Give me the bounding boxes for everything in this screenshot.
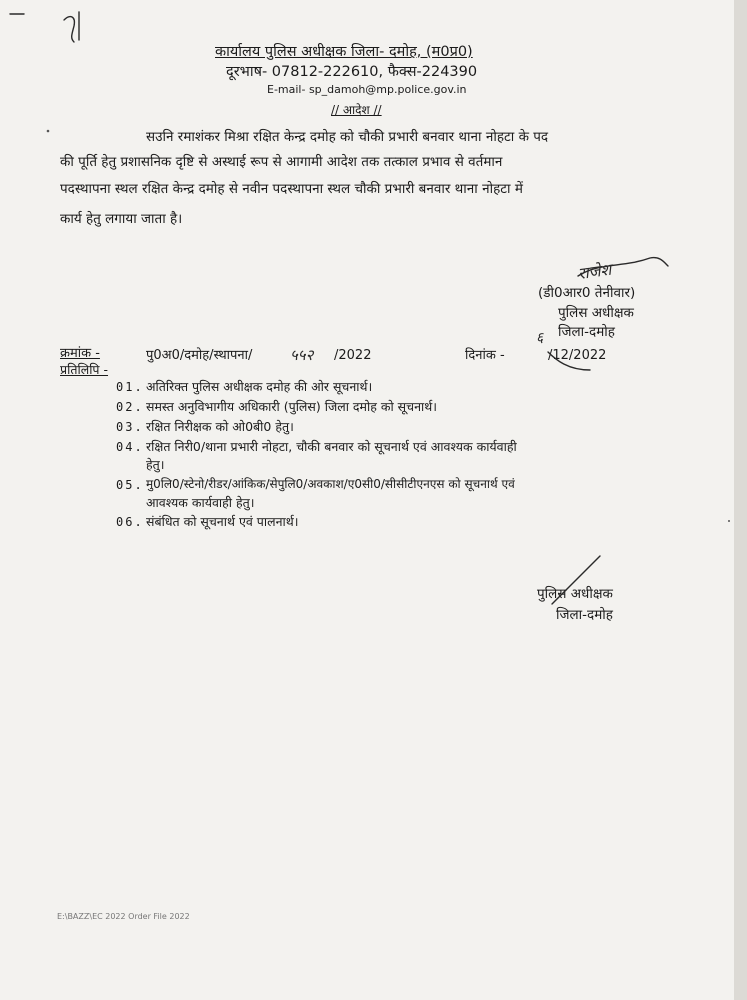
signatory-name: (डी0आर0 तेनीवार) [538,285,636,301]
ref-number-prefix: पु0अ0/दमोह/स्थापना/ [146,348,253,363]
body-line-4: कार्य हेतु लगाया जाता है। [60,211,183,227]
copy-label: प्रतिलिपि - [60,362,109,377]
signatory-district: जिला-दमोह [558,324,615,340]
copy-num-5: 05. [116,478,144,492]
scan-edge-shadow [734,0,747,1000]
copy-text-4a: रक्षित निरी0/थाना प्रभारी नोहटा, चौकी बनवार को सूचनार्थ एवं आवश्यक कार्यवाही [146,439,517,454]
copy-num-3: 03. [116,420,144,434]
ref-handwritten-number: ५५२ [290,346,314,364]
ref-label: क्रमांक - [60,346,100,361]
copy-text-6: संबंधित को सूचनार्थ एवं पालनार्थ। [146,514,299,529]
copy-num-4: 04. [116,440,144,454]
footer-file-path: E:\BAZZ\EC 2022 Order File 2022 [57,912,190,921]
copy-text-3: रक्षित निरीक्षक को ओ0बी0 हेतु। [146,419,294,434]
date-handwritten-day: ६ [536,330,544,346]
edge-speck [728,520,730,522]
copy-num-2: 02. [116,400,144,414]
body-line-3: पदस्थापना स्थल रक्षित केन्द्र दमोह से नवीन पदस्थापना स्थल चौकी प्रभारी बनवार थाना नोहटा में [60,181,523,197]
order-title: // आदेश // [331,103,382,117]
copy-text-5b: आवश्यक कार्यवाही हेतु। [146,495,255,510]
final-designation: पुलिस अधीक्षक [537,586,613,602]
signature-scribble: राजेश [576,259,613,284]
date-label: दिनांक - [465,348,505,363]
date-value: /12/2022 [548,348,607,363]
copy-num-6: 06. [116,515,144,529]
copy-num-1: 01. [116,380,144,394]
copy-text-4b: हेतु। [146,457,165,472]
body-line-1: सउनि रमाशंकर मिश्रा रक्षित केन्द्र दमोह को चौकी प्रभारी बनवार थाना नोहटा के पद [146,129,549,145]
office-email: E-mail- sp_damoh@mp.police.gov.in [267,83,467,96]
office-phone: दूरभाष- 07812-222610, फैक्स-224390 [226,64,478,80]
signatory-designation: पुलिस अधीक्षक [558,305,634,321]
copy-text-1: अतिरिक्त पुलिस अधीक्षक दमोह की ओर सूचनार्थ। [146,379,373,394]
office-title: कार्यालय पुलिस अधीक्षक जिला- दमोह, (म0प्र0) [215,44,473,60]
final-district: जिला-दमोह [556,607,613,623]
copy-text-5a: मु0लि0/स्टेनो/रीडर/आंकिक/सेपुलि0/अवकाश/ए0सी0/सीसीटीएनएस को सूचनार्थ एवं [146,477,515,491]
body-line-2: की पूर्ति हेतु प्रशासनिक दृष्टि से अस्थाई रूप से आगामी आदेश तक तत्काल प्रभाव से वर्तमान [60,154,503,170]
margin-dot [47,130,50,133]
copy-text-2: समस्त अनुविभागीय अधिकारी (पुलिस) जिला दमोह को सूचनार्थ। [146,399,437,414]
ref-year: /2022 [334,348,372,363]
corner-scribble-mark [64,17,74,42]
